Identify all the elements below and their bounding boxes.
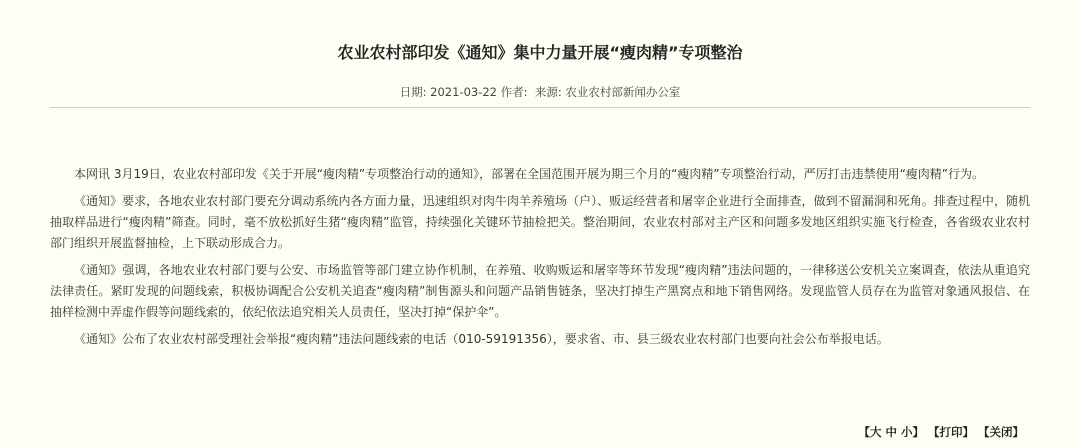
paragraph: 《通知》要求，各地农业农村部门要充分调动系统内各方面力量，迅速组织对肉牛肉羊养殖场（户）、贩运经营者和屠宰企业进行全面排查，做到不留漏洞和死角。排查过程中，随机抽取样品进行“瘦肉精”筛查。同时，毫不放松抓好生猪“瘦肉精”监管，持续强化关键环节抽检把关。整治期间，农业农村部对主产区和问题多发地区组织实施飞行检查，各省级农业农村部门组织开展监督抽检，上下联动形成合力。 — [50, 194, 1030, 250]
print-link[interactable]: 【打印】 — [928, 425, 974, 439]
article-body — [50, 164, 1030, 356]
article-title: 农业农村部印发《通知》集中力量开展“瘦肉精”专项整治 — [337, 43, 743, 62]
header-divider — [50, 107, 1030, 108]
author-label: 作者: — [500, 85, 528, 99]
paragraph: 《通知》公布了农业农村部受理社会举报“瘦肉精”违法问题线索的电话（010-59191356），要求省、市、县三级农业农村部门也要向社会公布举报电话。 — [74, 332, 889, 346]
paragraph: 本网讯 3月19日，农业农村部印发《关于开展“瘦肉精”专项整治行动的通知》，部署在全国范围开展为期三个月的“瘦肉精”专项整治行动，严厉打击违禁使用“瘦肉精”行为。 — [74, 167, 985, 181]
date-label: 日期: — [399, 85, 427, 99]
source-name: 农业农村部新闻办公室 — [565, 85, 681, 99]
paragraph: 《通知》强调，各地农业农村部门要与公安、市场监管等部门建立协作机制，在养殖、收购贩运和屠宰等环节发现“瘦肉精”违法问题的，一律移送公安机关立案调查，依法从重追究法律责任。紧盯发现的问题线索，积极协调配合公安机关追查“瘦肉精”制售源头和问题产品销售链条，坚决打掉生产黑窝点和地下销售网络。发现监管人员存在为监管对象通风报信、在抽样检测中弄虚作假等问题线索的，依纪依法追究相关人员责任，坚决打掉“保护伞”。 — [50, 263, 1030, 319]
close-link[interactable]: 【关闭】 — [978, 425, 1024, 439]
article-meta — [0, 84, 1080, 100]
footer-actions — [858, 424, 1024, 440]
font-size-toggle[interactable]: 【大 中 小】 — [858, 425, 924, 439]
source-label: 来源: — [534, 85, 562, 99]
publish-date: 2021-03-22 — [430, 85, 497, 99]
